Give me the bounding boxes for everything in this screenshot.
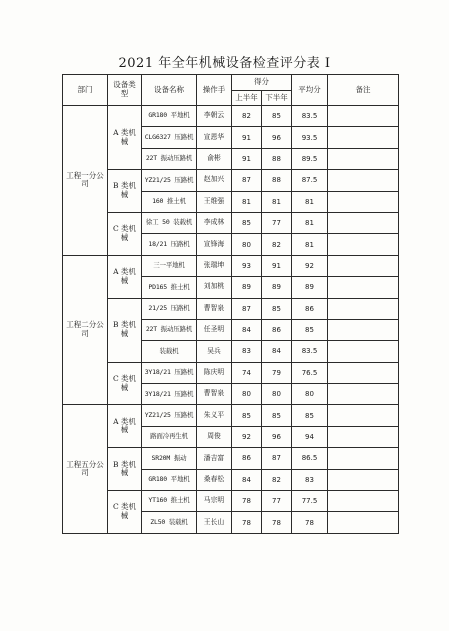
remark-cell [328, 319, 399, 340]
table-row [63, 448, 399, 469]
table-row [63, 491, 399, 512]
average-score-cell: 78 [292, 512, 328, 533]
average-score-cell: 83.5 [292, 106, 328, 127]
category-cell: C 类机械 [108, 212, 142, 255]
header-average: 平均分 [292, 75, 328, 106]
second-half-score-cell: 96 [262, 127, 292, 148]
equipment-name-cell: 18/21 压路机 [142, 234, 197, 255]
header-category: 设备类型 [108, 75, 142, 106]
second-half-score-cell: 89 [262, 277, 292, 298]
table-row [63, 298, 399, 319]
second-half-score-cell: 77 [262, 212, 292, 233]
first-half-score-cell: 74 [232, 362, 262, 383]
remark-cell [328, 298, 399, 319]
average-score-cell: 87.5 [292, 170, 328, 191]
first-half-score-cell: 87 [232, 298, 262, 319]
operator-cell: 任圣明 [197, 319, 232, 340]
operator-cell: 朱义平 [197, 405, 232, 426]
category-cell: A 类机械 [108, 405, 142, 448]
first-half-score-cell: 92 [232, 426, 262, 447]
equipment-name-cell: YZ21/25 压路机 [142, 405, 197, 426]
second-half-score-cell: 86 [262, 319, 292, 340]
second-half-score-cell: 84 [262, 341, 292, 362]
operator-cell: 李成林 [197, 212, 232, 233]
second-half-score-cell: 82 [262, 234, 292, 255]
remark-cell [328, 170, 399, 191]
table-row [63, 405, 399, 426]
second-half-score-cell: 81 [262, 191, 292, 212]
second-half-score-cell: 88 [262, 148, 292, 169]
second-half-score-cell: 91 [262, 255, 292, 276]
second-half-score-cell: 85 [262, 405, 292, 426]
equipment-name-cell: 22T 振动压路机 [142, 148, 197, 169]
first-half-score-cell: 78 [232, 512, 262, 533]
equipment-name-cell: CLG6327 压路机 [142, 127, 197, 148]
first-half-score-cell: 80 [232, 384, 262, 405]
first-half-score-cell: 80 [232, 234, 262, 255]
table-row [63, 106, 399, 127]
category-cell: B 类机械 [108, 448, 142, 491]
operator-cell: 张瑞坤 [197, 255, 232, 276]
remark-cell [328, 106, 399, 127]
remark-cell [328, 362, 399, 383]
remark-cell [328, 405, 399, 426]
header-remark: 备注 [328, 75, 399, 106]
equipment-name-cell: 路面冷再生机 [142, 426, 197, 447]
remark-cell [328, 127, 399, 148]
first-half-score-cell: 89 [232, 277, 262, 298]
second-half-score-cell: 77 [262, 491, 292, 512]
first-half-score-cell: 84 [232, 469, 262, 490]
remark-cell [328, 491, 399, 512]
score-table [62, 74, 399, 534]
operator-cell: 俞彬 [197, 148, 232, 169]
table-row [63, 212, 399, 233]
average-score-cell: 94 [292, 426, 328, 447]
operator-cell: 吴兵 [197, 341, 232, 362]
second-half-score-cell: 85 [262, 298, 292, 319]
remark-cell [328, 255, 399, 276]
operator-cell: 赵加兴 [197, 170, 232, 191]
operator-cell: 李朝云 [197, 106, 232, 127]
second-half-score-cell: 85 [262, 106, 292, 127]
remark-cell [328, 191, 399, 212]
average-score-cell: 83.5 [292, 341, 328, 362]
operator-cell: 潘吉富 [197, 448, 232, 469]
operator-cell: 曹智泉 [197, 298, 232, 319]
average-score-cell: 76.5 [292, 362, 328, 383]
category-cell: A 类机械 [108, 255, 142, 298]
first-half-score-cell: 78 [232, 491, 262, 512]
second-half-score-cell: 87 [262, 448, 292, 469]
dept-cell: 工程二分公司 [63, 255, 108, 405]
equipment-name-cell: 22T 振动压路机 [142, 319, 197, 340]
equipment-name-cell: GR180 平地机 [142, 469, 197, 490]
operator-cell: 周俊 [197, 426, 232, 447]
average-score-cell: 93.5 [292, 127, 328, 148]
average-score-cell: 81 [292, 212, 328, 233]
operator-cell: 马宗明 [197, 491, 232, 512]
header-second-half: 下半年 [262, 91, 292, 106]
average-score-cell: 89.5 [292, 148, 328, 169]
operator-cell: 桑春松 [197, 469, 232, 490]
operator-cell: 宣锋海 [197, 234, 232, 255]
operator-cell: 陈庆明 [197, 362, 232, 383]
equipment-name-cell: YT160 推土机 [142, 491, 197, 512]
header-dept: 部门 [63, 75, 108, 106]
average-score-cell: 83 [292, 469, 328, 490]
remark-cell [328, 448, 399, 469]
first-half-score-cell: 91 [232, 127, 262, 148]
remark-cell [328, 277, 399, 298]
header-operator: 操作手 [197, 75, 232, 106]
equipment-name-cell: SR20M 振动 [142, 448, 197, 469]
average-score-cell: 77.5 [292, 491, 328, 512]
first-half-score-cell: 93 [232, 255, 262, 276]
category-cell: C 类机械 [108, 362, 142, 405]
first-half-score-cell: 81 [232, 191, 262, 212]
remark-cell [328, 426, 399, 447]
table-row [63, 170, 399, 191]
header-score: 得分 [232, 75, 292, 91]
average-score-cell: 85 [292, 405, 328, 426]
average-score-cell: 85 [292, 319, 328, 340]
equipment-name-cell: 三一平地机 [142, 255, 197, 276]
first-half-score-cell: 87 [232, 170, 262, 191]
remark-cell [328, 384, 399, 405]
category-cell: B 类机械 [108, 298, 142, 362]
remark-cell [328, 341, 399, 362]
average-score-cell: 89 [292, 277, 328, 298]
average-score-cell: 86.5 [292, 448, 328, 469]
first-half-score-cell: 85 [232, 212, 262, 233]
second-half-score-cell: 78 [262, 512, 292, 533]
category-cell: A 类机械 [108, 106, 142, 170]
operator-cell: 王维强 [197, 191, 232, 212]
equipment-name-cell: 3Y18/21 压路机 [142, 362, 197, 383]
equipment-name-cell: PD165 推土机 [142, 277, 197, 298]
equipment-name-cell: 徐工 50 装载机 [142, 212, 197, 233]
equipment-name-cell: GR180 平地机 [142, 106, 197, 127]
remark-cell [328, 234, 399, 255]
operator-cell: 曹智泉 [197, 384, 232, 405]
operator-cell: 刘加桃 [197, 277, 232, 298]
second-half-score-cell: 96 [262, 426, 292, 447]
average-score-cell: 80 [292, 384, 328, 405]
second-half-score-cell: 82 [262, 469, 292, 490]
remark-cell [328, 148, 399, 169]
dept-cell: 工程五分公司 [63, 405, 108, 533]
category-cell: C 类机械 [108, 491, 142, 534]
header-name: 设备名称 [142, 75, 197, 106]
equipment-name-cell: YZ21/25 压路机 [142, 170, 197, 191]
first-half-score-cell: 85 [232, 405, 262, 426]
first-half-score-cell: 84 [232, 319, 262, 340]
first-half-score-cell: 82 [232, 106, 262, 127]
second-half-score-cell: 79 [262, 362, 292, 383]
equipment-name-cell: 21/25 压路机 [142, 298, 197, 319]
operator-cell: 王长山 [197, 512, 232, 533]
first-half-score-cell: 86 [232, 448, 262, 469]
operator-cell: 宣恩华 [197, 127, 232, 148]
remark-cell [328, 469, 399, 490]
table-row [63, 362, 399, 383]
average-score-cell: 86 [292, 298, 328, 319]
document-title: 2021 年全年机械设备检查评分表 I [118, 56, 331, 71]
table-row [63, 255, 399, 276]
average-score-cell: 81 [292, 234, 328, 255]
second-half-score-cell: 88 [262, 170, 292, 191]
first-half-score-cell: 83 [232, 341, 262, 362]
equipment-name-cell: 3Y18/21 压路机 [142, 384, 197, 405]
remark-cell [328, 512, 399, 533]
first-half-score-cell: 91 [232, 148, 262, 169]
second-half-score-cell: 80 [262, 384, 292, 405]
dept-cell: 工程一分公司 [63, 106, 108, 256]
header-first-half: 上半年 [232, 91, 262, 106]
equipment-name-cell: 装载机 [142, 341, 197, 362]
average-score-cell: 92 [292, 255, 328, 276]
equipment-name-cell: ZL50 装载机 [142, 512, 197, 533]
remark-cell [328, 212, 399, 233]
equipment-name-cell: 160 推土机 [142, 191, 197, 212]
average-score-cell: 81 [292, 191, 328, 212]
category-cell: B 类机械 [108, 170, 142, 213]
table-body [63, 106, 399, 534]
